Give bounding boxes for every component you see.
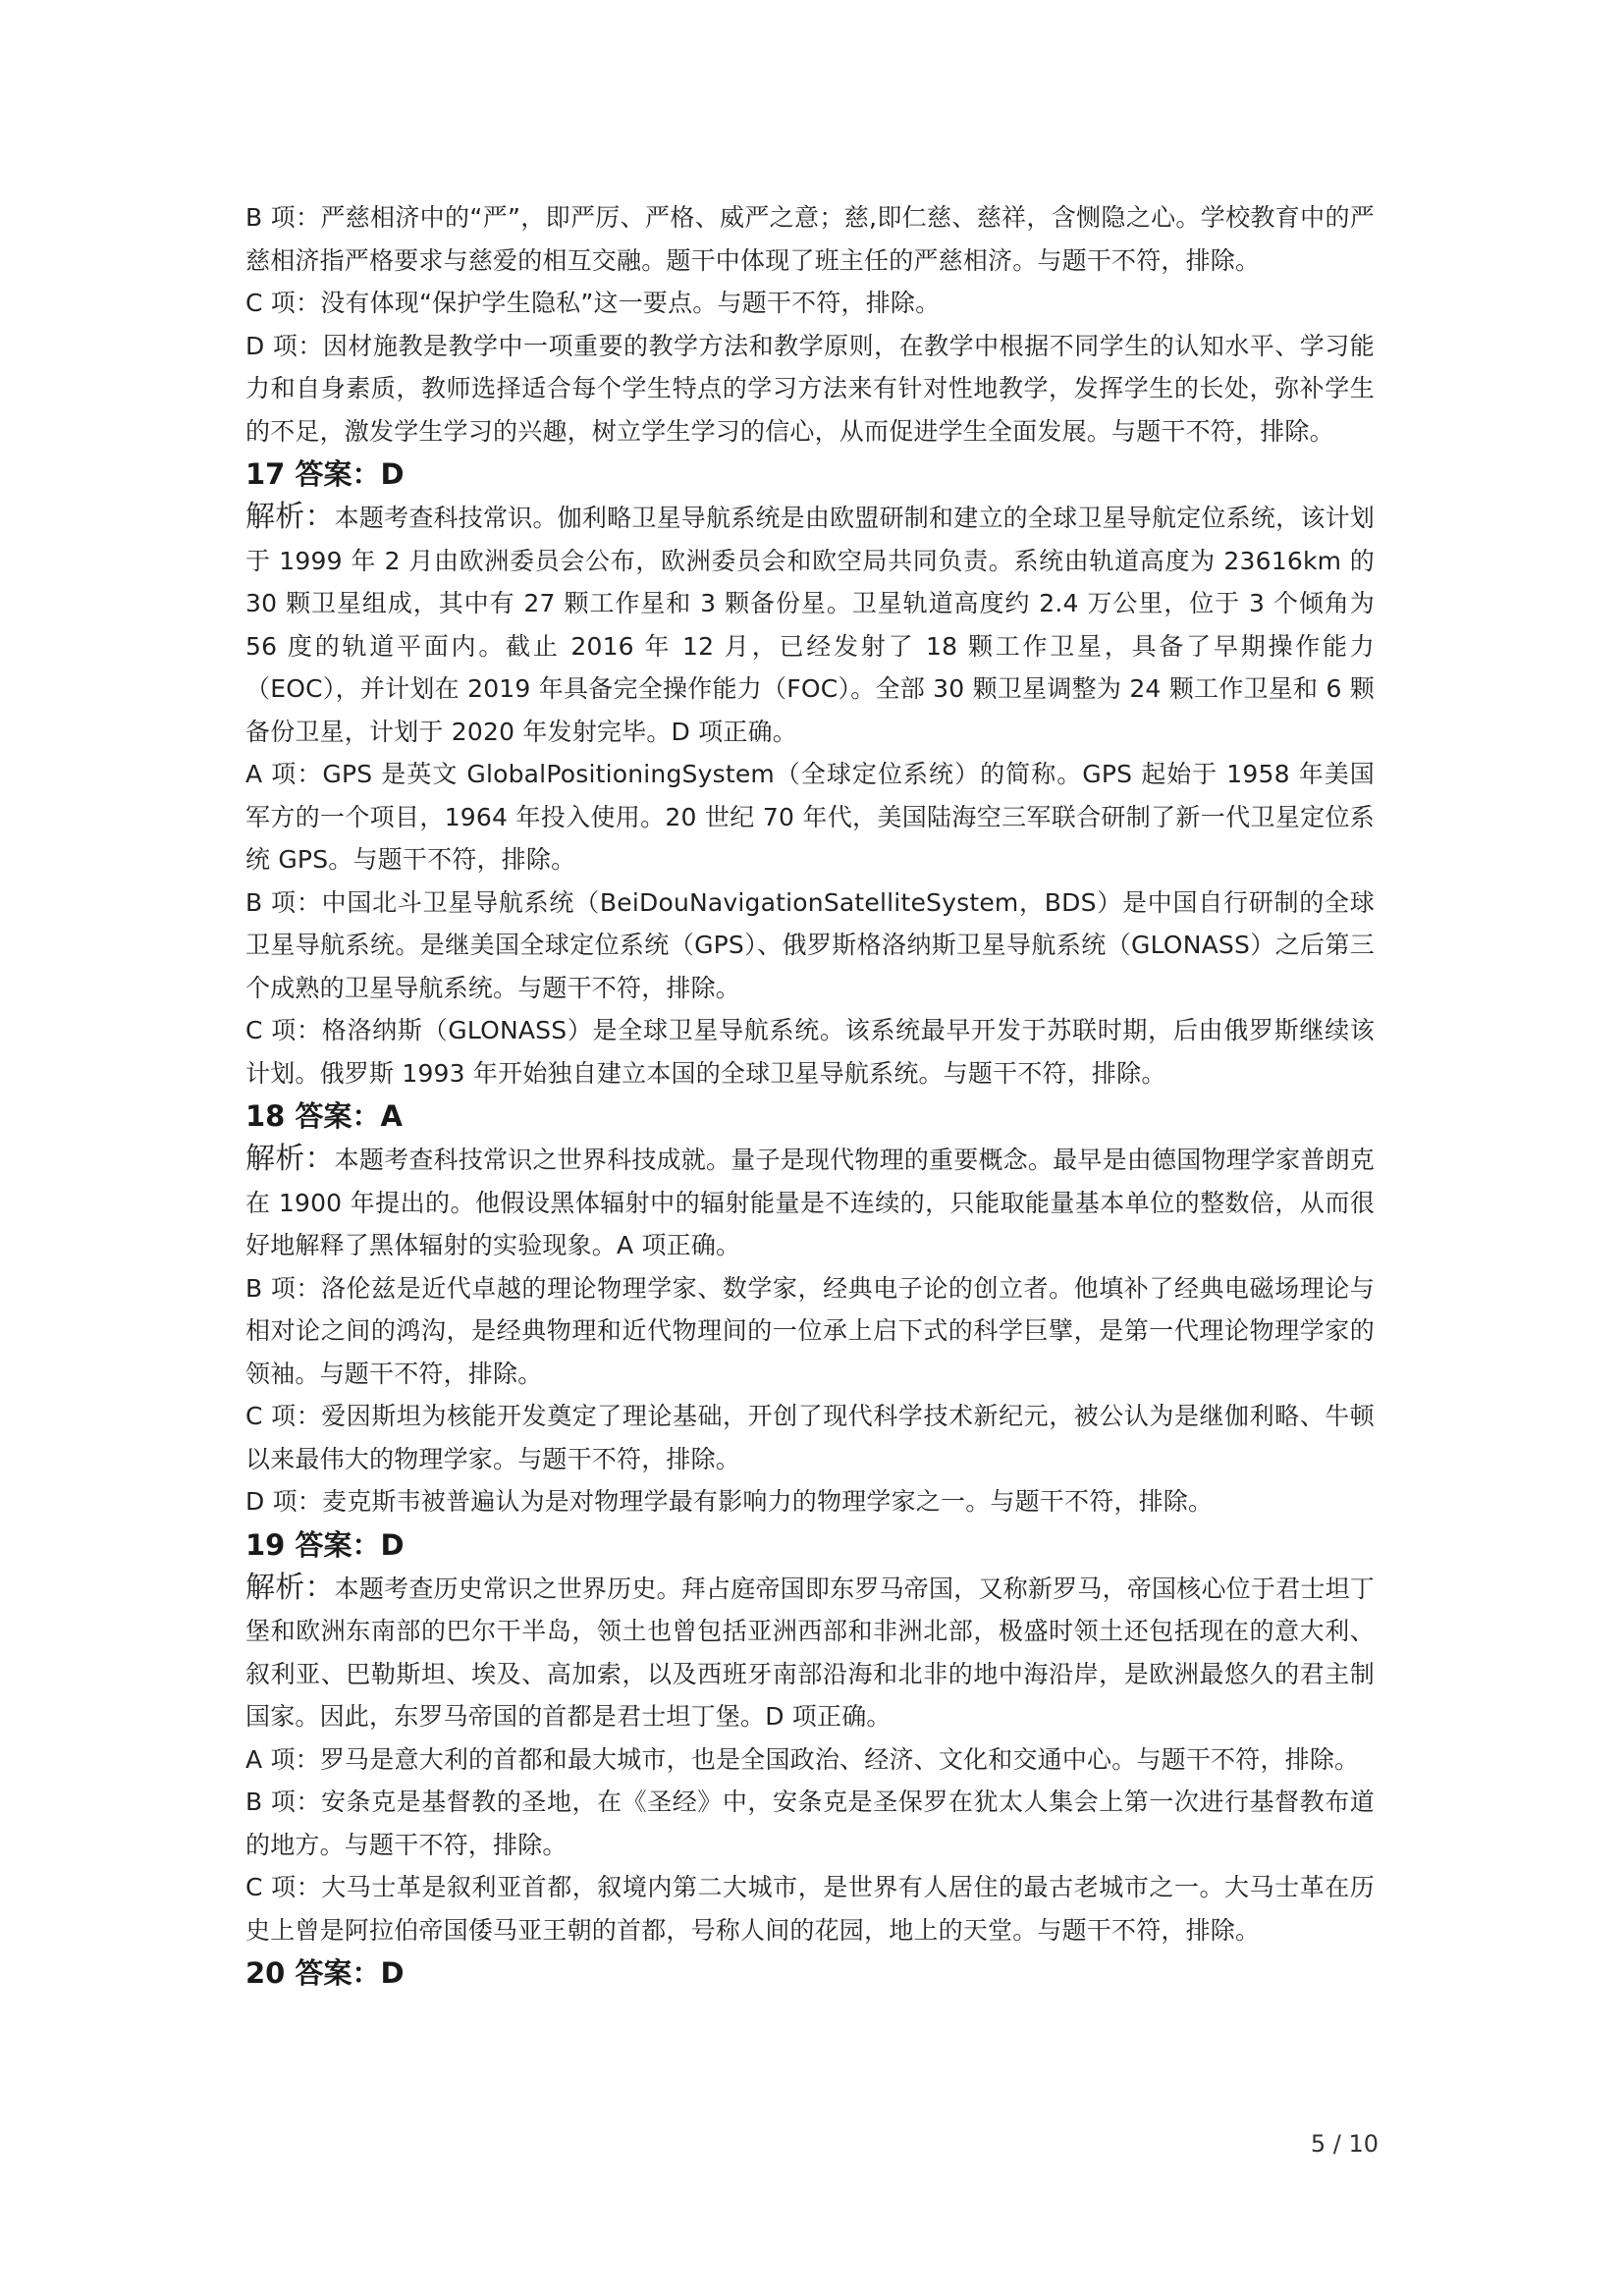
- q17-option-c-paragraph: C 项：格洛纳斯（GLONASS）是全球卫星导航系统。该系统最早开发于苏联时期，后由俄罗斯继续该计划。俄罗斯 1993 年开始独自建立本国的全球卫星导航系统。与题干不符，排除。: [245, 1016, 1375, 1088]
- answer-19-heading: 19 答案：D: [245, 1527, 405, 1562]
- analysis-17-paragraph: [245, 496, 1375, 753]
- answer-17-heading: 17 答案：D: [245, 457, 405, 491]
- q18-option-c-paragraph: C 项：爱因斯坦为核能开发奠定了理论基础，开创了现代科学技术新纪元，被公认为是继伽利略、牛顿以来最伟大的物理学家。与题干不符，排除。: [245, 1402, 1375, 1473]
- page-number: 5 / 10: [1310, 2130, 1379, 2158]
- option-b-paragraph: B 项：严慈相济中的“严”，即严厉、严格、威严之意；慈,即仁慈、慈祥，含恻隐之心。学校教育中的严慈相济指严格要求与慈爱的相互交融。题干中体现了班主任的严慈相济。与题干不符，排除。: [245, 203, 1375, 275]
- analysis-label: 解析：: [245, 1570, 335, 1605]
- q17-option-b-paragraph: B 项：中国北斗卫星导航系统（BeiDouNavigationSatelliteSystem，BDS）是中国自行研制的全球卫星导航系统。是继美国全球定位系统（GPS）、俄罗斯格洛纳斯卫星导航系统（GLONASS）之后第三个成熟的卫星导航系统。与题干不符，排除。: [245, 887, 1375, 1002]
- q19-option-a-paragraph: A 项：罗马是意大利的首都和最大城市，也是全国政治、经济、文化和交通中心。与题干不符，排除。: [245, 1744, 1360, 1774]
- analysis-text: 本题考查科技常识之世界科技成就。量子是现代物理的重要概念。最早是由德国物理学家普朗克在 1900 年提出的。他假设黑体辐射中的辐射能量是不连续的，只能取能量基本单位的整数倍，从而很好地解释了黑体辐射的实验现象。A 项正确。: [245, 1146, 1375, 1259]
- analysis-18-paragraph: [245, 1138, 1375, 1267]
- q19-option-c-paragraph: C 项：大马士革是叙利亚首都，叙境内第二大城市，是世界有人居住的最古老城市之一。大马士革在历史上曾是阿拉伯帝国倭马亚王朝的首都，号称人间的花园，地上的天堂。与题干不符，排除。: [245, 1873, 1375, 1945]
- answer-18-heading: 18 答案：A: [245, 1099, 403, 1133]
- analysis-text: 本题考查历史常识之世界历史。拜占庭帝国即东罗马帝国，又称新罗马，帝国核心位于君士坦丁堡和欧洲东南部的巴尔干半岛，领土也曾包括亚洲西部和非洲北部，极盛时领土还包括现在的意大利、叙利亚、巴勒斯坦、埃及、高加索，以及西班牙南部沿海和北非的地中海沿岸，是欧洲最悠久的君主制国家。因此，东罗马帝国的首都是君士坦丁堡。D 项正确。: [245, 1574, 1375, 1731]
- analysis-19-paragraph: [245, 1567, 1375, 1738]
- analysis-label: 解析：: [245, 1142, 335, 1176]
- option-d-paragraph: D 项：因材施教是教学中一项重要的教学方法和教学原则，在教学中根据不同学生的认知水平、学习能力和自身素质，教师选择适合每个学生特点的学习方法来有针对性地教学，发挥学生的长处，弥补学生的不足，激发学生学习的兴趣，树立学生学习的信心，从而促进学生全面发展。与题干不符，排除。: [245, 331, 1375, 446]
- option-c-paragraph: C 项：没有体现“保护学生隐私”这一要点。与题干不符，排除。: [245, 289, 941, 317]
- answer-20-heading: 20 答案：D: [245, 1956, 405, 1990]
- analysis-text: 本题考查科技常识。伽利略卫星导航系统是由欧盟研制和建立的全球卫星导航定位系统，该计划于 1999 年 2 月由欧洲委员会公布，欧洲委员会和欧空局共同负责。系统由轨道高度为 23616km 的 30 颗卫星组成，其中有 27 颗工作星和 3 颗备份星。卫星轨道高度约 2.4 万公里，位于 3 个倾角为 56 度的轨道平面内。截止 2016 年 12 月，已经发射了 18 颗工作卫星，具备了早期操作能力（EOC），并计划在 2019 年具备完全操作能力（FOC）。全部 30 颗卫星调整为 24 颗工作卫星和 6 颗备份卫星，计划于 2020 年发射完毕。D 项正确。: [245, 504, 1375, 746]
- q18-option-d-paragraph: D 项：麦克斯韦被普遍认为是对物理学最有影响力的物理学家之一。与题干不符，排除。: [245, 1487, 1214, 1516]
- analysis-label: 解析：: [245, 500, 335, 534]
- page-content: [245, 196, 1375, 1995]
- q17-option-a-paragraph: A 项：GPS 是英文 GlobalPositioningSystem（全球定位系统）的简称。GPS 起始于 1958 年美国军方的一个项目，1964 年投入使用。20 世纪 70 年代，美国陆海空三军联合研制了新一代卫星定位系统 GPS。与题干不符，排除。: [245, 760, 1375, 874]
- q18-option-b-paragraph: B 项：洛伦兹是近代卓越的理论物理学家、数学家，经典电子论的创立者。他填补了经典电磁场理论与相对论之间的鸿沟，是经典物理和近代物理间的一位承上启下式的科学巨擘，是第一代理论物理学家的领袖。与题干不符，排除。: [245, 1273, 1375, 1388]
- q19-option-b-paragraph: B 项：安条克是基督教的圣地，在《圣经》中，安条克是圣保罗在犹太人集会上第一次进行基督教布道的地方。与题干不符，排除。: [245, 1788, 1375, 1859]
